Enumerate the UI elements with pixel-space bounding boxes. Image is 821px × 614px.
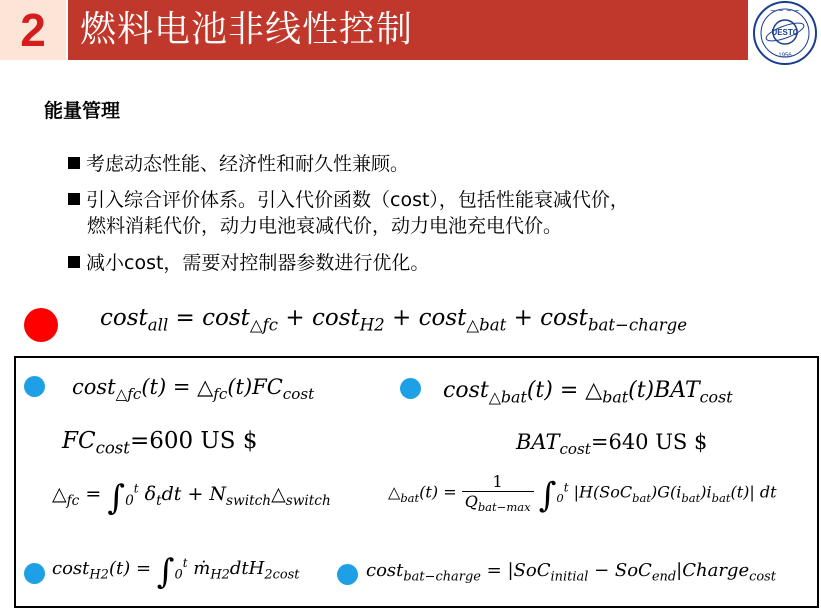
slide-number: 2 [20,4,46,56]
blue-dot-icon [24,376,45,397]
logo-year: 1956 [778,53,792,59]
bullet-continuation: 燃料消耗代价，动力电池衰减代价，动力电池充电代价。 [87,215,563,237]
equation-delta-bat: $\triangle_{bat}(t)$ = $\frac{1}{Q_{bat-max}}$ $\int_0^t$ $|H(SoC_{bat})G(i_{bat})i_{bat}(t)|$ dt [388,472,777,516]
slide-title: 燃料电池非线性控制 [80,9,414,50]
uestc-logo-icon [752,0,818,66]
square-bullet-icon [68,256,80,268]
blue-dot-icon [400,378,421,399]
svg-text:~ ~ ~ ~: ~ ~ ~ ~ [769,7,801,15]
square-bullet-icon [68,193,80,205]
logo-text: UESTC [771,28,799,37]
bullet-item: 减小cost，需要对控制器参数进行优化。 [68,250,429,276]
equation-cost-bat-charge: cost$_{bat-charge}$ = |SoC$_{initial}$ − SoC$_{end}$|Charge$_{cost}$ [366,560,777,585]
square-bullet-icon [68,157,80,169]
blue-dot-icon [337,564,358,585]
equation-cost-h2: $\cos t_{H2}(t) = \int_0^t$ ṁ$_{H2}$dtH$_{2cost}$ [52,552,300,592]
fc-cost-value: $FC_{cost}=600$ US $ [62,428,258,458]
section-title: 能量管理 [44,100,121,122]
red-dot-icon [24,308,58,342]
bat-cost-value: $BAT_{cost}=640$ US $ [516,430,708,459]
equation-cost-bat: $\cos t_{\triangle bat}(t) = \triangle_{bat}(t)BAT_{cost}$ [443,378,733,407]
equation-delta-fc: $\triangle_{fc} = \int_0^t$ $\delta_tdt$ + $N_{switch}\triangle_{switch}$ [52,478,331,518]
bullet-item: 考虑动态性能、经济性和耐久性兼顾。 [68,151,409,177]
equation-cost-fc: $\cos t_{\triangle fc}(t) = \triangle_{fc}(t)FC_{cost}$ [72,375,315,404]
equation-cost-all: cost$_{all}$ = cost$_{\triangle fc}$ + cost$_{H2}$ + cost$_{\triangle bat}$ + cost$_{bat-charge}$ [100,305,687,335]
blue-dot-icon [24,563,45,584]
bullet-item: 引入综合评价体系。引入代价函数（cost），包括性能衰减代价， [68,187,629,213]
